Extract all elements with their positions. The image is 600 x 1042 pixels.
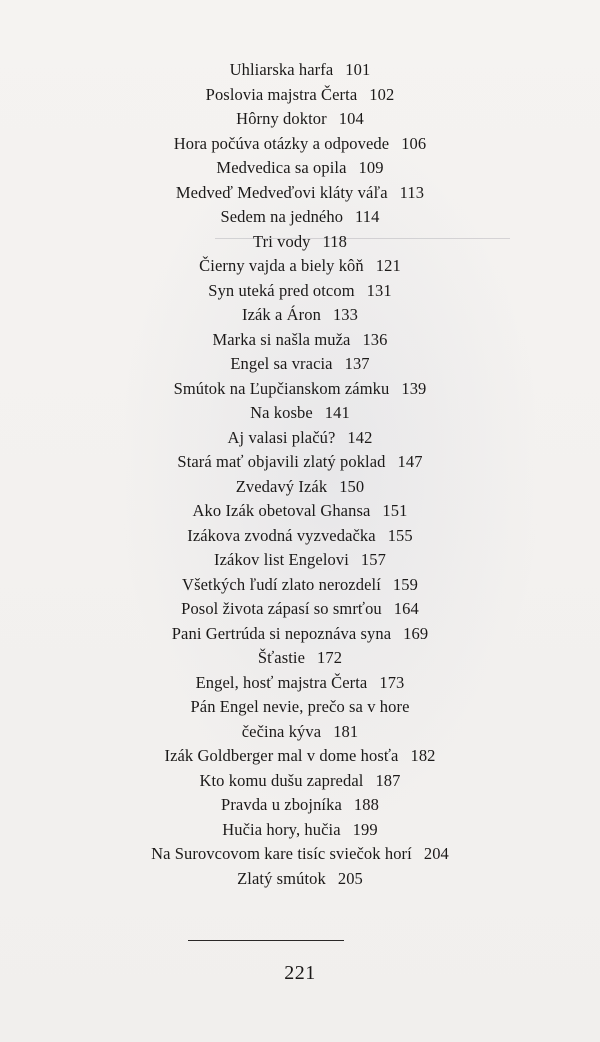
toc-entry-page: 101 [345, 60, 371, 79]
toc-entry [0, 303, 600, 328]
toc-entry-title: Uhliarska harfa [229, 60, 334, 79]
toc-entry-page: 150 [339, 476, 365, 496]
toc-entry-title: Poslovia majstra Čerta [205, 84, 358, 104]
toc-entry [0, 352, 600, 377]
toc-entry [0, 230, 600, 255]
toc-entry-title: Kto komu dušu zapredal [199, 770, 364, 790]
toc-entry-page: 164 [393, 599, 419, 618]
toc-entry-title: Pravda u zbojníka [221, 795, 342, 814]
toc-entry-title: Syn uteká pred otcom [208, 280, 355, 300]
toc-entry [0, 622, 600, 647]
toc-entry-page: 118 [322, 231, 347, 251]
toc-entry-page: 181 [333, 721, 359, 741]
toc-entry-title: Stará mať objavili zlatý poklad [177, 452, 386, 471]
toc-entry-page: 104 [338, 109, 364, 128]
toc-entry-page: 106 [401, 133, 427, 153]
toc-entry [0, 793, 600, 818]
page-number: 221 [284, 962, 316, 984]
toc-entry [0, 254, 600, 279]
toc-entry-page: 121 [375, 256, 401, 275]
toc-entry-title: Izákova zvodná vyzvedačka [187, 525, 376, 545]
toc-entry [0, 450, 600, 475]
toc-entry-page: 109 [358, 158, 384, 177]
toc-entry [0, 671, 600, 696]
table-of-contents [0, 58, 600, 891]
toc-entry-title: Pani Gertrúda si nepoznáva syna [171, 623, 392, 643]
toc-entry-title: Zvedavý Izák [235, 476, 328, 496]
toc-entry-title: Čierny vajda a biely kôň [199, 256, 364, 275]
toc-entry-title: Šťastie [257, 648, 306, 667]
toc-entry-title: Aj valasi plačú? [227, 427, 336, 447]
toc-entry-page: 142 [347, 427, 373, 447]
toc-entry-title: Engel, hosť majstra Čerta [195, 672, 368, 692]
toc-entry-title: Posol života zápasí so smrťou [181, 599, 382, 618]
toc-entry [0, 328, 600, 353]
toc-entry-page: 137 [344, 354, 370, 373]
toc-entry [0, 156, 600, 181]
toc-entry [0, 181, 600, 206]
toc-entry-title: Na kosbe [250, 403, 313, 422]
toc-entry-page: 155 [387, 525, 413, 545]
toc-entry-page: 139 [401, 378, 427, 398]
toc-entry-title: Všetkých ľudí zlato nerozdelí [182, 574, 381, 594]
toc-entry-title: Marka si našla muža [212, 329, 351, 349]
toc-entry [0, 279, 600, 304]
toc-entry-title: Sedem na jedného [220, 207, 344, 226]
toc-entry-title: Izák Goldberger mal v dome hosťa [164, 746, 399, 765]
toc-entry-title: Na Surovcovom kare tisíc sviečok horí [151, 844, 412, 863]
toc-entry [0, 401, 600, 426]
toc-entry-page: 172 [317, 648, 343, 667]
toc-entry-page: 169 [403, 623, 429, 643]
toc-entry [0, 769, 600, 794]
toc-entry-title: Tri vody [253, 231, 311, 251]
toc-entry-page: 136 [362, 329, 388, 349]
toc-entry [0, 426, 600, 451]
toc-entry [0, 58, 600, 83]
toc-entry-page: 151 [382, 501, 408, 520]
toc-entry [0, 867, 600, 892]
toc-entry [0, 475, 600, 500]
toc-entry-title: Medvedica sa opila [216, 158, 347, 177]
toc-entry-page: 159 [392, 574, 418, 594]
toc-entry [0, 205, 600, 230]
toc-entry [0, 377, 600, 402]
toc-entry-title: Hôrny doktor [236, 109, 327, 128]
toc-entry [0, 720, 600, 745]
toc-entry [0, 744, 600, 769]
toc-entry-title: Hora počúva otázky a odpovede [173, 133, 390, 153]
toc-entry [0, 597, 600, 622]
toc-entry [0, 548, 600, 573]
footer-rule [188, 940, 344, 941]
toc-entry-title: Ako Izák obetoval Ghansa [192, 501, 371, 520]
toc-entry-page: 173 [379, 672, 405, 692]
toc-entry-title: čečina kýva [241, 721, 322, 741]
toc-entry-page: 157 [360, 550, 386, 569]
toc-entry [0, 818, 600, 843]
toc-entry-page: 188 [353, 795, 379, 814]
toc-entry-page: 113 [399, 182, 425, 202]
toc-entry-page: 131 [366, 280, 392, 300]
toc-entry-page: 204 [423, 844, 449, 863]
toc-entry [0, 107, 600, 132]
toc-entry [0, 499, 600, 524]
toc-entry-page: 187 [375, 770, 401, 790]
toc-entry-title: Pán Engel nevie, prečo sa v hore [190, 697, 410, 716]
toc-entry [0, 524, 600, 549]
toc-entry-title: Hučia hory, hučia [222, 819, 341, 839]
toc-entry-title: Smútok na Ľupčianskom zámku [173, 378, 390, 398]
toc-entry-title: Engel sa vracia [230, 354, 333, 373]
toc-entry-page: 199 [352, 819, 378, 839]
toc-entry-title: Izákov list Engelovi [214, 550, 349, 569]
toc-entry-page: 205 [337, 868, 363, 888]
toc-entry [0, 646, 600, 671]
toc-entry [0, 132, 600, 157]
toc-entry-page: 133 [332, 305, 359, 324]
toc-entry-page: 141 [324, 403, 350, 422]
toc-entry-page: 114 [355, 207, 380, 226]
toc-entry [0, 695, 600, 720]
toc-entry-page: 147 [397, 452, 423, 471]
toc-entry [0, 842, 600, 867]
toc-entry-page: 102 [369, 84, 395, 104]
toc-entry [0, 573, 600, 598]
toc-entry-page: 182 [410, 746, 436, 765]
toc-entry-title: Izák a Áron [241, 305, 321, 324]
toc-entry-title: Zlatý smútok [237, 868, 326, 888]
toc-entry-title: Medveď Medveďovi kláty váľa [175, 182, 388, 202]
toc-entry [0, 83, 600, 108]
